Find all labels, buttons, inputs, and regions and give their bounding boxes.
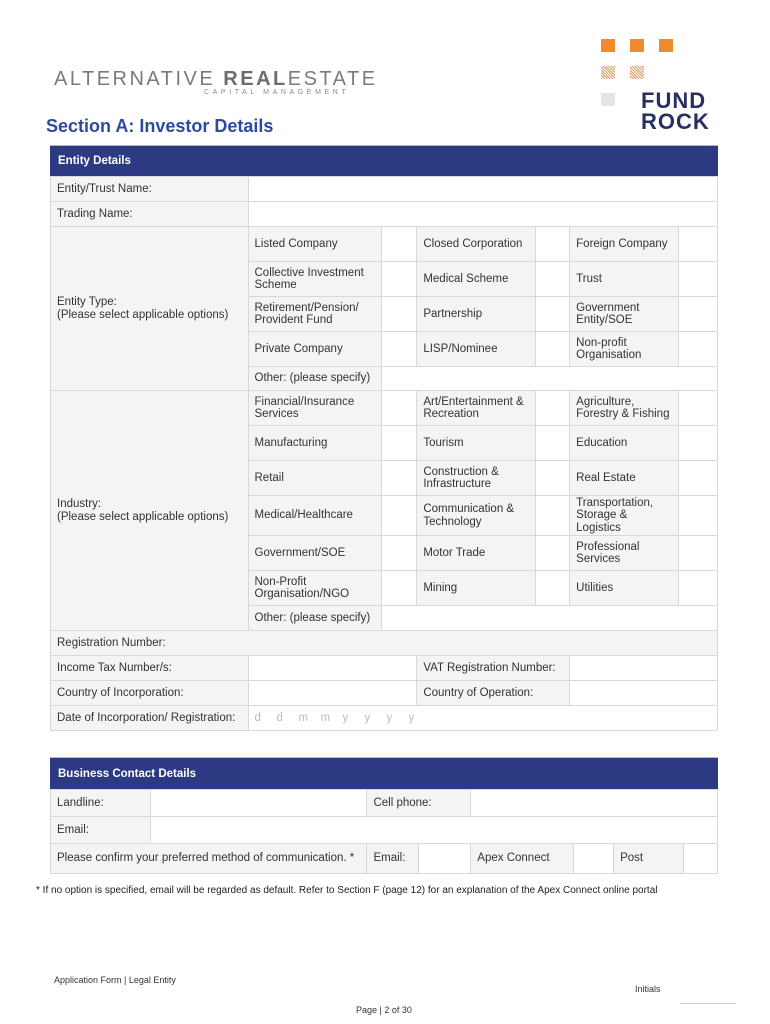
entity-type-subtitle: (Please select applicable options) (57, 308, 229, 321)
entity-name-label: Entity/Trust Name: (51, 177, 249, 202)
industry-other-input[interactable] (382, 606, 718, 631)
industry-checkbox[interactable] (679, 496, 718, 536)
industry-option: Art/Entertainment & Recreation (417, 391, 536, 426)
landline-label: Landline: (51, 790, 151, 817)
entity-type-checkbox[interactable] (679, 227, 718, 262)
industry-checkbox[interactable] (679, 536, 718, 571)
industry-option: Utilities (570, 571, 679, 606)
entity-type-option: Private Company (248, 332, 382, 367)
industry-label (51, 391, 249, 631)
entity-type-checkbox[interactable] (536, 262, 570, 297)
cell-phone-label: Cell phone: (367, 790, 471, 817)
business-contact-table (50, 789, 718, 874)
industry-checkbox[interactable] (536, 461, 570, 496)
industry-option: Transportation, Storage & Logistics (570, 496, 679, 536)
industry-option: Retail (248, 461, 382, 496)
entity-type-option: Government Entity/SOE (570, 297, 679, 332)
logo-text-bold: REAL (223, 68, 288, 90)
date-digit-placeholder: d (254, 711, 261, 724)
industry-checkbox[interactable] (536, 536, 570, 571)
fundrock-logo-text (641, 90, 710, 132)
fundrock-line2: ROCK (641, 109, 710, 134)
preferred-communication-label: Please confirm your preferred method of communication. * (51, 844, 367, 874)
alternative-real-estate-logo (54, 68, 378, 91)
entity-details-header: Entity Details (50, 146, 718, 176)
date-digit-placeholder: d (276, 711, 283, 724)
country-operation-input[interactable] (570, 681, 718, 706)
logo-square-icon (659, 39, 673, 52)
vat-registration-input[interactable] (570, 656, 718, 681)
income-tax-label: Income Tax Number/s: (51, 656, 249, 681)
footer-initials-label: Initials (635, 984, 661, 994)
logo-square-icon (601, 93, 615, 106)
initials-line[interactable] (680, 1003, 736, 1004)
industry-subtitle: (Please select applicable options) (57, 510, 229, 523)
industry-option: Motor Trade (417, 536, 536, 571)
date-digit-placeholder: y (364, 711, 371, 724)
entity-type-option: Listed Company (248, 227, 382, 262)
vat-registration-label: VAT Registration Number: (417, 656, 570, 681)
entity-type-checkbox[interactable] (536, 297, 570, 332)
industry-checkbox[interactable] (382, 571, 417, 606)
email-input[interactable] (150, 817, 717, 844)
entity-type-option: Collective Investment Scheme (248, 262, 382, 297)
date-incorporation-label: Date of Incorporation/ Registration: (51, 706, 249, 731)
entity-type-label (51, 227, 249, 391)
entity-type-option: Non-profit Organisation (570, 332, 679, 367)
industry-option: Agriculture, Forestry & Fishing (570, 391, 679, 426)
industry-option: Professional Services (570, 536, 679, 571)
logo-square-icon (601, 39, 615, 52)
entity-type-checkbox[interactable] (382, 297, 417, 332)
entity-type-checkbox[interactable] (382, 262, 417, 297)
industry-checkbox[interactable] (536, 426, 570, 461)
industry-checkbox[interactable] (382, 426, 417, 461)
industry-option: Communication & Technology (417, 496, 536, 536)
date-digit-placeholder: m (298, 711, 309, 724)
industry-option: Non-Profit Organisation/NGO (248, 571, 382, 606)
industry-option: Education (570, 426, 679, 461)
industry-option: Financial/Insurance Services (248, 391, 382, 426)
industry-option: Manufacturing (248, 426, 382, 461)
email-label: Email: (51, 817, 151, 844)
date-incorporation-input[interactable] (248, 706, 718, 731)
industry-other-label: Other: (please specify) (248, 606, 382, 631)
trading-name-label: Trading Name: (51, 202, 249, 227)
industry-checkbox[interactable] (679, 461, 718, 496)
entity-type-option: Trust (570, 262, 679, 297)
entity-type-option: LISP/Nominee (417, 332, 536, 367)
pref-post-checkbox[interactable] (683, 844, 717, 874)
entity-type-option: Closed Corporation (417, 227, 536, 262)
country-incorporation-input[interactable] (248, 681, 417, 706)
industry-option: Real Estate (570, 461, 679, 496)
landline-input[interactable] (150, 790, 367, 817)
industry-checkbox[interactable] (536, 496, 570, 536)
industry-option: Construction & Infrastructure (417, 461, 536, 496)
page-title: Section A: Investor Details (46, 116, 274, 136)
industry-title: Industry: (57, 498, 102, 510)
pref-email-checkbox[interactable] (419, 844, 471, 874)
entity-type-option: Retirement/Pension/ Provident Fund (248, 297, 382, 332)
trading-name-input[interactable] (248, 202, 718, 227)
entity-type-checkbox[interactable] (536, 332, 570, 367)
industry-option: Medical/Healthcare (248, 496, 382, 536)
entity-type-other-label: Other: (please specify) (248, 367, 382, 391)
business-contact-header: Business Contact Details (50, 758, 718, 789)
entity-type-checkbox[interactable] (536, 227, 570, 262)
entity-details-table (50, 176, 718, 731)
pref-apex-connect-checkbox[interactable] (574, 844, 614, 874)
logo-square-icon (630, 39, 644, 52)
date-digit-placeholder: y (408, 711, 415, 724)
entity-type-checkbox[interactable] (382, 227, 417, 262)
logo-text-light: ALTERNATIVE (54, 68, 224, 90)
footer-page-number: Page | 2 of 30 (356, 1005, 412, 1015)
entity-type-checkbox[interactable] (679, 262, 718, 297)
logo-square-icon (630, 66, 644, 79)
country-operation-label: Country of Operation: (417, 681, 570, 706)
industry-checkbox[interactable] (536, 391, 570, 426)
industry-option: Tourism (417, 426, 536, 461)
footer-document-name: Application Form | Legal Entity (54, 975, 176, 985)
industry-checkbox[interactable] (536, 571, 570, 606)
logo-text-rest: ESTATE (287, 68, 378, 90)
industry-option: Government/SOE (248, 536, 382, 571)
entity-type-title: Entity Type: (57, 296, 117, 308)
country-incorporation-label: Country of Incorporation: (51, 681, 249, 706)
pref-email-option: Email: (367, 844, 419, 874)
logo-square-icon (601, 66, 615, 79)
entity-type-checkbox[interactable] (679, 297, 718, 332)
pref-post-option: Post (614, 844, 684, 874)
industry-checkbox[interactable] (382, 391, 417, 426)
income-tax-input[interactable] (248, 656, 417, 681)
industry-checkbox[interactable] (382, 536, 417, 571)
date-digit-placeholder: m (320, 711, 331, 724)
entity-type-checkbox[interactable] (679, 332, 718, 367)
industry-checkbox[interactable] (679, 571, 718, 606)
pref-apex-connect-option: Apex Connect (471, 844, 574, 874)
industry-checkbox[interactable] (679, 391, 718, 426)
entity-name-input[interactable] (248, 177, 718, 202)
industry-checkbox[interactable] (679, 426, 718, 461)
fundrock-line1: FUND (641, 88, 707, 113)
cell-phone-input[interactable] (471, 790, 718, 817)
entity-type-option: Foreign Company (570, 227, 679, 262)
entity-type-other-input[interactable] (382, 367, 718, 391)
industry-checkbox[interactable] (382, 461, 417, 496)
logo-subtitle: CAPITAL MANAGEMENT (204, 89, 350, 96)
entity-type-option: Medical Scheme (417, 262, 536, 297)
date-digit-placeholder: y (386, 711, 393, 724)
entity-type-option: Partnership (417, 297, 536, 332)
industry-option: Mining (417, 571, 536, 606)
communication-footnote: * If no option is specified, email will be regarded as default. Refer to Section F (page 12) for an explanation of the Apex Connect online portal (36, 885, 658, 896)
registration-number-label: Registration Number: (51, 631, 718, 656)
industry-checkbox[interactable] (382, 496, 417, 536)
date-digit-placeholder: y (342, 711, 349, 724)
entity-type-checkbox[interactable] (382, 332, 417, 367)
